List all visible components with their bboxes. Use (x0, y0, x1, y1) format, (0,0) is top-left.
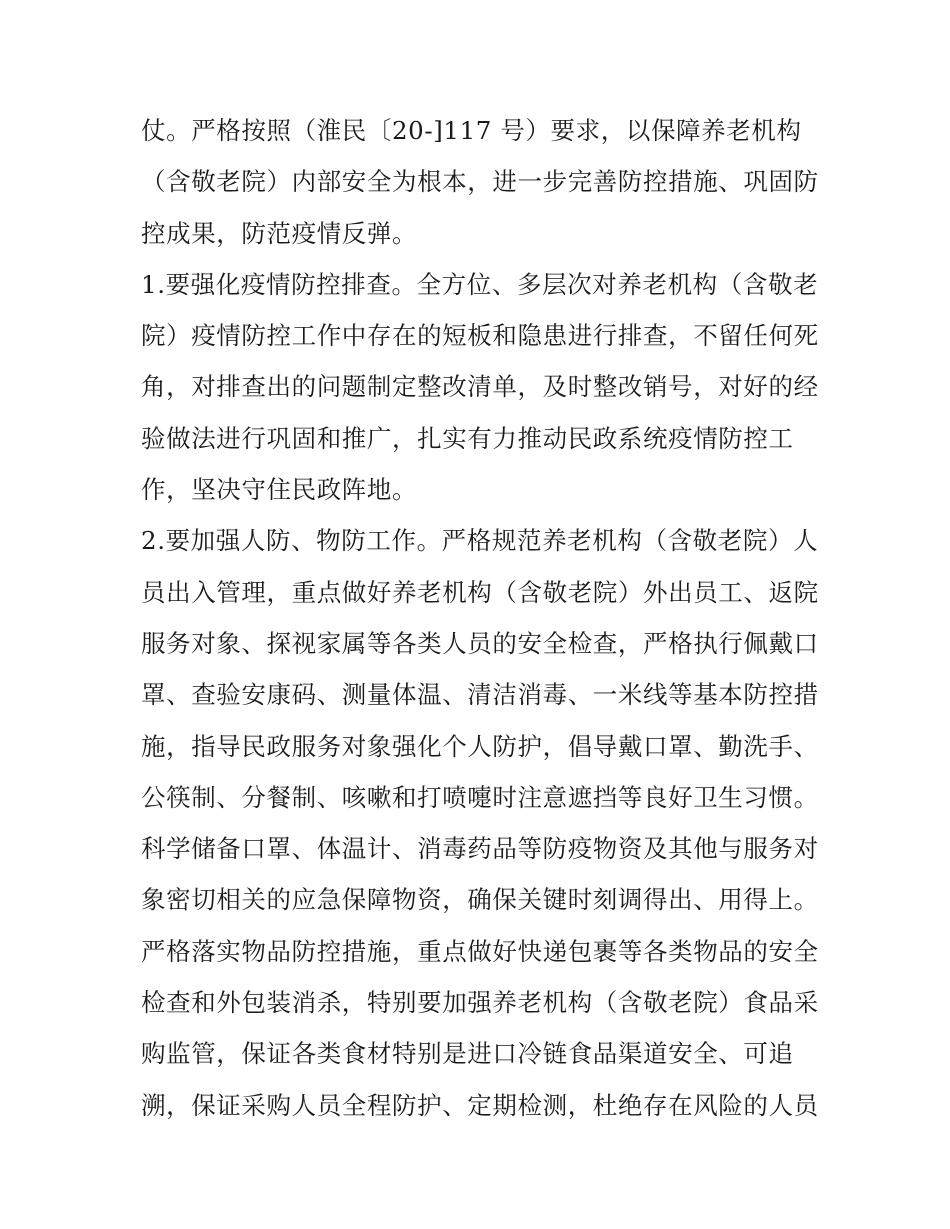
text-line: （含敬老院）内部安全为根本，进一步完善防控措施、巩固防 (141, 167, 819, 197)
text-line: 员出入管理，重点做好养老机构（含敬老院）外出员工、返院 (141, 577, 819, 607)
text-line: 角，对排查出的问题制定整改清单，及时整改销号，对好的经 (141, 372, 819, 402)
text-line: 施，指导民政服务对象强化个人防护，倡导戴口罩、勤洗手、 (141, 731, 819, 761)
text-line: 检查和外包装消杀，特别要加强养老机构（含敬老院）食品采 (141, 988, 819, 1018)
text-line: 公筷制、分餐制、咳嗽和打喷嚏时注意遮挡等良好卫生习惯。 (141, 782, 819, 812)
text-line: 控成果，防范疫情反弹。 (141, 218, 418, 248)
text-line: 服务对象、探视家属等各类人员的安全检查，严格执行佩戴口 (141, 628, 819, 658)
text-line: 2.要加强人防、物防工作。严格规范养老机构（含敬老院）人 (141, 526, 819, 556)
text-line: 象密切相关的应急保障物资，确保关键时刻调得出、用得上。 (141, 885, 819, 915)
body-text (141, 105, 831, 1131)
text-line: 院）疫情防控工作中存在的短板和隐患进行排查，不留任何死 (141, 321, 819, 351)
text-line: 1.要强化疫情防控排查。全方位、多层次对养老机构（含敬老 (141, 269, 819, 299)
text-line: 罩、查验安康码、测量体温、清洁消毒、一米线等基本防控措 (141, 680, 819, 710)
text-line: 作，坚决守住民政阵地。 (141, 475, 418, 505)
text-line: 严格落实物品防控措施，重点做好快递包裹等各类物品的安全 (141, 936, 819, 966)
text-line: 购监管，保证各类食材特别是进口冷链食品渠道安全、可追 (141, 1039, 794, 1069)
text-line: 仗。严格按照（淮民〔20-]117 号）要求，以保障养老机构 (141, 116, 802, 145)
text-line: 溯，保证采购人员全程防护、定期检测，杜绝存在风险的人员 (141, 1090, 819, 1120)
text-line: 科学储备口罩、体温计、消毒药品等防疫物资及其他与服务对 (141, 834, 819, 864)
text-line: 验做法进行巩固和推广，扎实有力推动民政系统疫情防控工 (141, 423, 794, 453)
